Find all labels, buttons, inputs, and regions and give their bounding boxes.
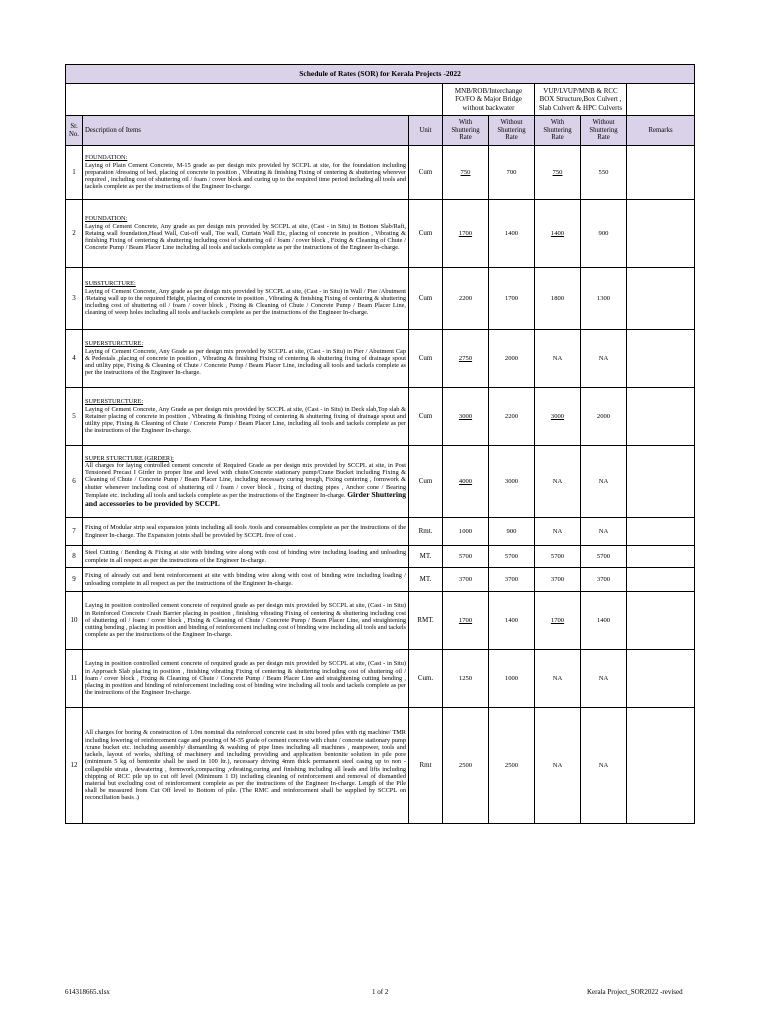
row-unit: Cum xyxy=(409,268,443,330)
row-description-text: Laying of Cement Concrete, Any Grade as per design mix provided by SCCPL at site, (Cast - in Situ) in Pier / Abutment Cap & Pedestals ,placing of concrete in position , Vibrating & finishing Fixing of centering & shuttering fixing of drainage spout and utility pipe, Fixing & Cleaning of Chute / Concrete Pump / Beam Placer Line, including all tools and tackels complete as per the instructions of the Engineer In-charge. xyxy=(85,347,406,377)
row-unit: Cum xyxy=(409,200,443,268)
row-remarks xyxy=(627,446,695,518)
row-rate-with-shuttering-1: 1000 xyxy=(443,518,489,546)
row-sr-no: 3 xyxy=(66,268,83,330)
row-description xyxy=(83,708,409,824)
row-description xyxy=(83,146,409,200)
column-header-row xyxy=(66,116,695,146)
row-rate-without-shuttering-2: NA xyxy=(581,446,627,518)
row-rate-without-shuttering-1: 700 xyxy=(489,146,535,200)
row-rate-without-shuttering-2: 550 xyxy=(581,146,627,200)
row-rate-with-shuttering-2: NA xyxy=(535,330,581,388)
row-sr-no: 2 xyxy=(66,200,83,268)
row-rate-without-shuttering-1: 2500 xyxy=(489,708,535,824)
row-rate-with-shuttering-1: 5700 xyxy=(443,546,489,568)
row-rate-with-shuttering-2: 1400 xyxy=(535,200,581,268)
table-row xyxy=(66,146,695,200)
row-sr-no: 12 xyxy=(66,708,83,824)
table-row xyxy=(66,708,695,824)
row-remarks xyxy=(627,388,695,446)
row-remarks xyxy=(627,200,695,268)
col-sr-no: Sr. No. xyxy=(66,116,83,146)
table-row xyxy=(66,268,695,330)
footer-document-name: Kerala Project_SOR2022 -revised xyxy=(587,988,683,996)
row-section-heading: SUBSTURCTURE: xyxy=(85,280,136,288)
col-with-shuttering-1: With Shuttering Rate xyxy=(443,116,489,146)
group-header-row xyxy=(66,84,695,116)
row-remarks xyxy=(627,650,695,708)
row-rate-with-shuttering-1: 3700 xyxy=(443,568,489,592)
row-rate-without-shuttering-2: 1400 xyxy=(581,592,627,650)
row-description xyxy=(83,200,409,268)
table-row xyxy=(66,568,695,592)
row-sr-no: 5 xyxy=(66,388,83,446)
table-row xyxy=(66,446,695,518)
footer-filename: 614318665.xlsx xyxy=(65,988,110,996)
row-rate-without-shuttering-2: 3700 xyxy=(581,568,627,592)
row-rate-without-shuttering-2: 2000 xyxy=(581,388,627,446)
col-unit: Unit xyxy=(409,116,443,146)
table-row xyxy=(66,330,695,388)
col-with-shuttering-2: With Shuttering Rate xyxy=(535,116,581,146)
row-unit: MT. xyxy=(409,546,443,568)
col-without-shuttering-1: Without Shuttering Rate xyxy=(489,116,535,146)
row-rate-without-shuttering-2: 5700 xyxy=(581,546,627,568)
row-description xyxy=(83,568,409,592)
row-rate-with-shuttering-2: 3000 xyxy=(535,388,581,446)
table-title: Schedule of Rates (SOR) for Kerala Projects -2022 xyxy=(66,65,695,84)
row-description xyxy=(83,268,409,330)
footer-page-number: 1 of 2 xyxy=(372,988,389,996)
row-remarks xyxy=(627,708,695,824)
row-rate-without-shuttering-2: NA xyxy=(581,650,627,708)
row-rate-with-shuttering-1: 750 xyxy=(443,146,489,200)
col-description: Description of Items xyxy=(83,116,409,146)
row-rate-without-shuttering-1: 1400 xyxy=(489,592,535,650)
row-rate-with-shuttering-2: NA xyxy=(535,446,581,518)
row-description xyxy=(83,518,409,546)
row-unit: Cum. xyxy=(409,650,443,708)
row-sr-no: 11 xyxy=(66,650,83,708)
row-rate-without-shuttering-1: 900 xyxy=(489,518,535,546)
row-rate-with-shuttering-2: 3700 xyxy=(535,568,581,592)
row-rate-without-shuttering-1: 2200 xyxy=(489,388,535,446)
row-section-heading: FOUNDATION: xyxy=(85,154,128,162)
row-sr-no: 10 xyxy=(66,592,83,650)
row-remarks xyxy=(627,330,695,388)
sor-table xyxy=(65,64,695,824)
row-rate-without-shuttering-1: 3000 xyxy=(489,446,535,518)
row-rate-with-shuttering-2: 1700 xyxy=(535,592,581,650)
group-header-vup-box: VUP/LVUP/MNB & RCC BOX Structure,Box Culvert , Slab Culvert & HPC Culverts xyxy=(535,84,627,116)
row-unit: Rmt. xyxy=(409,518,443,546)
row-remarks xyxy=(627,568,695,592)
row-rate-with-shuttering-2: 1800 xyxy=(535,268,581,330)
row-section-heading: SUPER STURCTURE (GIRDER): xyxy=(85,454,174,462)
row-unit: Cum xyxy=(409,146,443,200)
row-rate-without-shuttering-2: NA xyxy=(581,518,627,546)
col-remarks: Remarks xyxy=(627,116,695,146)
row-rate-with-shuttering-2: 5700 xyxy=(535,546,581,568)
row-description-text: Steel Cutting / Bending & Fixing at site with binding wire along with cost of binding wire including loading and unloading complete in all respect as per the instructions of the Engineer In-charge. xyxy=(85,549,406,564)
table-row xyxy=(66,200,695,268)
row-remarks xyxy=(627,518,695,546)
row-remarks xyxy=(627,592,695,650)
row-rate-with-shuttering-1: 3000 xyxy=(443,388,489,446)
col-without-shuttering-2: Without Shuttering Rate xyxy=(581,116,627,146)
row-description xyxy=(83,592,409,650)
row-description-text: All charges for laying controlled cement concrete of Required Grade as per design mix provided by SCCPL at site, in Post Tensioned Precast I Girder in proper line and level with chute/Concrete stationary pump/Crane Bucket including Fixing & Cleaning of Chute / Concrete Pump / Beam Placer Line, including necessary curing trough, Fixing centering , formwork & shutter whenever including cost of shuttering oil / foam / cover block , fixing of ducting pipes , Anchor cone / Bearing Template etc. including all tools and tackels complete as per the instructions of the Engineer In-charge. xyxy=(85,461,406,499)
row-description-text: Laying of Cement Concrete, Any grade as per design mix provided by SCCPL at site, (Cast - in Situ) in Wall / Pier /Abutment /Retaing wall up to the required Height, placing of concrete in position , Vibrating & finishing Fixing of centering & shuttering including cost of shuttering oil / foam / cover block , Fixing & Cleaning of Chute / Concrete Pump / Beam Placer Line, cleaning of weep holes including all tools and tackels complete as per the instructions of the Engineer In-charge. xyxy=(85,287,406,317)
row-rate-with-shuttering-1: 1250 xyxy=(443,650,489,708)
row-unit: MT. xyxy=(409,568,443,592)
row-sr-no: 7 xyxy=(66,518,83,546)
row-rate-without-shuttering-1: 1400 xyxy=(489,200,535,268)
table-row xyxy=(66,518,695,546)
row-unit: RMT. xyxy=(409,592,443,650)
table-row xyxy=(66,592,695,650)
row-description-text: Laying of Cement Concrete, Any Grade as per design mix provided by SCCPL at site, (Cast - in Situ) in Deck slab,Top slab & Retainer placing of concrete in position , Vibrating & finishing Fixing of centering & shuttering fixing of drainage spout and utility pipe, Fixing & Cleaning of Chute / Concrete Pump / Beam Placer Line, including all tools and tackels complete as per the instructions of the Engineer In-charge. xyxy=(85,405,406,435)
row-rate-with-shuttering-2: 750 xyxy=(535,146,581,200)
row-description-text: Laying in position controlled cement concrete of required grade as per design mix provided by SCCPL at site, (Cast - in Situ) in Reinforced Concrete Crash Barrier placing in position , finishing vibrating Fixing of centering & shuttering including cost of shuttering oil / foam / cover block , Fixing & Cleaning of Chute / Concrete Pump / Beam Placer Line, and straightening cutting bending , placing in position and binding of reinforcement including cost of binding wire including all tools and tackels complete as per the instructions of the Engineer In-charge. xyxy=(85,602,406,639)
table-row xyxy=(66,546,695,568)
row-rate-with-shuttering-1: 2200 xyxy=(443,268,489,330)
row-remarks xyxy=(627,268,695,330)
row-rate-with-shuttering-1: 1700 xyxy=(443,200,489,268)
row-description xyxy=(83,650,409,708)
row-sr-no: 8 xyxy=(66,546,83,568)
row-sr-no: 9 xyxy=(66,568,83,592)
row-description xyxy=(83,330,409,388)
row-section-heading: SUPERSTURCTURE: xyxy=(85,398,144,406)
table-row xyxy=(66,650,695,708)
row-description xyxy=(83,388,409,446)
row-rate-with-shuttering-1: 2500 xyxy=(443,708,489,824)
row-remarks xyxy=(627,546,695,568)
row-rate-without-shuttering-2: 1300 xyxy=(581,268,627,330)
row-description-text: Fixing of Modular strip seal expansion joints including all tools /tools and consumables complete as per the instructions of the Engineer In-charge. The Expansion joints shall be provided by SCCPL free of cost . xyxy=(85,524,406,539)
row-rate-without-shuttering-1: 1000 xyxy=(489,650,535,708)
table-row xyxy=(66,388,695,446)
row-unit: Cum xyxy=(409,330,443,388)
row-description xyxy=(83,546,409,568)
row-sr-no: 4 xyxy=(66,330,83,388)
row-rate-with-shuttering-2: NA xyxy=(535,708,581,824)
row-note: Girder Shuttering and accessories to be provided by SCCPL xyxy=(85,489,407,508)
row-description xyxy=(83,446,409,518)
row-rate-with-shuttering-1: 1700 xyxy=(443,592,489,650)
row-rate-without-shuttering-1: 2000 xyxy=(489,330,535,388)
row-description-text: Fixing of already cut and bent reinforcement at site with binding wire along with cost of binding wire including loading / unloading complete in all respect as per the instructions of the Engineer In-charge. xyxy=(85,572,406,587)
row-section-heading: SUPERSTURCTURE: xyxy=(85,340,144,348)
row-sr-no: 6 xyxy=(66,446,83,518)
row-sr-no: 1 xyxy=(66,146,83,200)
row-rate-with-shuttering-1: 4000 xyxy=(443,446,489,518)
row-rate-with-shuttering-1: 2750 xyxy=(443,330,489,388)
row-rate-without-shuttering-1: 3700 xyxy=(489,568,535,592)
row-rate-with-shuttering-2: NA xyxy=(535,650,581,708)
row-description-text: All charges for boring & construction of 1.0m nominal dia reinforced concrete cast in situ bored piles with rig machine/ TMR including lowering of reinforcement cage and pouring of M-35 grade of cement concrete with chute / concrete stationary pump /crane bucket etc. including assembly/ dismantling & washing of pipe lines including all machines , manpower, tools and tackels, layout of works, shifting of machinery and including providing and application bentonite solution in pile pore (minimum 5 kg of bentonite shall be used in 100 ltr.), necessary driving 4mm thick permanent steel casing up to non - collapsible strata , dewatering , formwork,compacting ,vibrating,curing and finishing including all leads and lifts including chipping of RCC pile up to cut off level (Minimum 1 D) including cleaning of reinforcement and removal of dismantled material but excluding cost of reinforcement complete as per the instructions of the Engineer In-charge. Length of the Pile shall be measured from Cut Off level to Bottom of pile. (The RMC and reinforcement shall be supplied by SCCPL on reconciliation basis .) xyxy=(85,729,406,802)
row-description-text: Laying of Plain Cement Concrete, M-15 grade as per design mix provided by SCCPL at site, for the foundation including preparation /dressing of bed, placing of concrete in position , Vibrating & finishing Fixing of centering & shuttering wherever required , including cost of shuttering oil / foam / cover block and curing up to the required time period including all tools and tackels complete as per the instructions of the Engineer In-charge. xyxy=(85,161,406,191)
row-remarks xyxy=(627,146,695,200)
row-rate-without-shuttering-2: NA xyxy=(581,330,627,388)
row-unit: Cum xyxy=(409,446,443,518)
row-unit: Rmt xyxy=(409,708,443,824)
row-rate-without-shuttering-1: 1700 xyxy=(489,268,535,330)
row-description-text: Laying in position controlled cement concrete of required grade as per design mix provided by SCCPL at site, (Cast - in Situ) in Approach Slab placing in position , finishing vibrating Fixing of centering & shuttering including cost of shuttering oil / foam / cover block , Fixing & Cleaning of Chute / Concrete Pump / Beam Placer Line and straightening cutting bending , placing in position and binding of reinforcement including cost of binding wire including all tools and tackels complete as per the instructions of the Engineer In-charge. xyxy=(85,660,406,697)
row-rate-with-shuttering-2: NA xyxy=(535,518,581,546)
row-unit: Cum xyxy=(409,388,443,446)
row-section-heading: FOUNDATION: xyxy=(85,215,128,223)
group-header-major-bridge: MNB/ROB/Interchange FO/FO & Major Bridge without backwater xyxy=(443,84,535,116)
row-description-text: Laying of Cement Concrete, Any grade as per design mix provided by SCCPL at site, (Cast - in Situ) in Bottom Slab/Raft, Retaing wall foundation,Head Wall, Cut-off wall, Toe wall, Curtain Wall Etc, placing of concrete in position , Vibrating & finishing Fixing of centering & shuttering including cost of shuttering oil / foam / cover block , Fixing & Cleaning of Chute / Concrete Pump / Beam Placer Line including all tools and tackels complete as per the instructions of the Engineer In-charge. xyxy=(85,222,406,252)
row-rate-without-shuttering-1: 5700 xyxy=(489,546,535,568)
title-row xyxy=(66,65,695,84)
row-rate-without-shuttering-2: 900 xyxy=(581,200,627,268)
row-rate-without-shuttering-2: NA xyxy=(581,708,627,824)
